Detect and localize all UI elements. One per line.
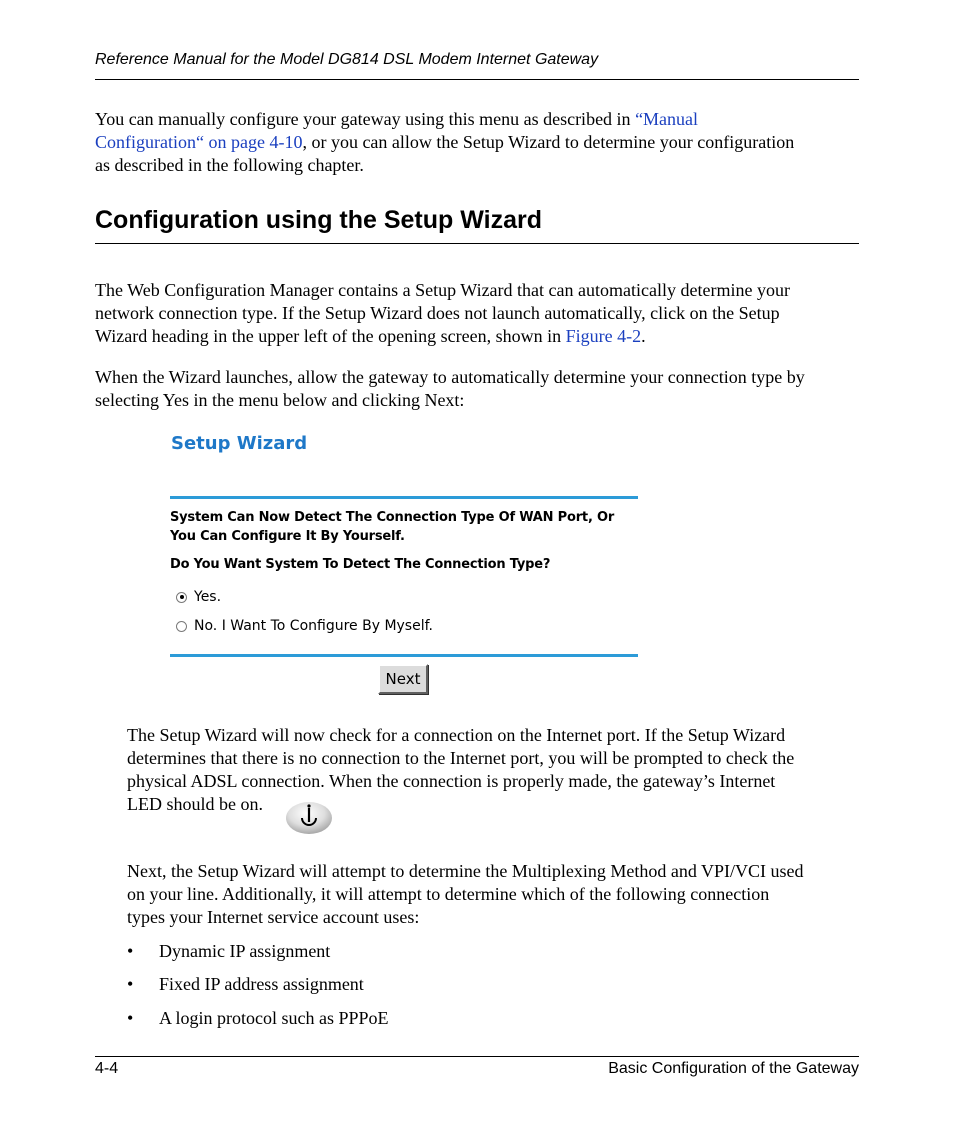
para1-period: . <box>641 326 646 346</box>
manual-configuration-link-part2[interactable]: Configuration“ on page 4-10 <box>95 132 303 152</box>
header-rule <box>95 79 859 80</box>
para3-line-3: physical ADSL connection. When the connection is properly made, the gateway’s Internet <box>127 771 776 791</box>
radio-yes[interactable] <box>176 592 187 603</box>
internet-led-icon <box>285 801 333 835</box>
intro-line-1 <box>95 108 865 131</box>
bullet-text: Fixed IP address assignment <box>159 974 364 994</box>
detect-question: Do You Want System To Detect The Connection Type? <box>170 557 551 572</box>
bullet-icon: • <box>127 1008 134 1028</box>
running-header: Reference Manual for the Model DG814 DSL Modem Internet Gateway <box>95 51 599 68</box>
bullet-icon: • <box>127 974 134 994</box>
intro-paragraph <box>95 108 865 177</box>
option-yes-label: Yes. <box>194 589 222 605</box>
section-heading: Configuration using the Setup Wizard <box>95 206 542 234</box>
wizard-launch-paragraph <box>95 366 865 412</box>
para1-line-1: The Web Configuration Manager contains a Setup Wizard that can automatically determine your <box>95 280 790 300</box>
footer-rule <box>95 1056 859 1057</box>
para4-line-2: on your line. Additionally, it will attempt to determine which of the following connection <box>127 884 770 904</box>
para4-line-3: types your Internet service account uses: <box>127 907 420 927</box>
setup-wizard-screenshot <box>170 428 640 700</box>
next-button[interactable]: Next <box>378 664 428 694</box>
heading-rule <box>95 243 859 244</box>
bullet-text: A login protocol such as PPPoE <box>159 1008 389 1028</box>
intro-line-3: as described in the following chapter. <box>95 155 364 175</box>
para3-line-4: LED should be on. <box>127 794 263 814</box>
connection-check-paragraph <box>127 724 867 816</box>
wizard-top-divider <box>170 496 638 499</box>
detect-line-2: You Can Configure It By Yourself. <box>170 529 405 544</box>
multiplexing-paragraph <box>127 860 867 929</box>
chapter-title: Basic Configuration of the Gateway <box>608 1060 859 1077</box>
bullet-icon: • <box>127 941 134 961</box>
bullet-text: Dynamic IP assignment <box>159 941 331 961</box>
intro-text: You can manually configure your gateway using this menu as described in <box>95 109 636 129</box>
para1-line3-text: Wizard heading in the upper left of the opening screen, shown in <box>95 326 566 346</box>
wizard-intro-paragraph <box>95 279 865 348</box>
para4-line-1: Next, the Setup Wizard will attempt to determine the Multiplexing Method and VPI/VCI used <box>127 861 804 881</box>
para3-line-1: The Setup Wizard will now check for a connection on the Internet port. If the Setup Wizard <box>127 725 786 745</box>
detect-description <box>170 508 614 546</box>
para2-line-1: When the Wizard launches, allow the gateway to automatically determine your connection type by <box>95 367 805 387</box>
option-no[interactable] <box>176 618 433 634</box>
detect-line-1: System Can Now Detect The Connection Type Of WAN Port, Or <box>170 510 615 525</box>
figure-4-2-link[interactable]: Figure 4-2 <box>565 326 642 346</box>
para1-line-3 <box>95 325 865 348</box>
intro-line-2 <box>95 131 865 154</box>
option-no-label: No. I Want To Configure By Myself. <box>194 618 433 634</box>
para1-line-2: network connection type. If the Setup Wizard does not launch automatically, click on the Setup <box>95 303 780 323</box>
page-number: 4-4 <box>95 1060 119 1077</box>
intro-text-after: , or you can allow the Setup Wizard to determine your configuration <box>302 132 795 152</box>
radio-no[interactable] <box>176 621 187 632</box>
option-yes[interactable] <box>176 589 221 605</box>
wizard-bottom-divider <box>170 654 638 657</box>
para2-line-2: selecting Yes in the menu below and clicking Next: <box>95 390 465 410</box>
para3-line-2: determines that there is no connection to the Internet port, you will be prompted to check the <box>127 748 795 768</box>
setup-wizard-title[interactable]: Setup Wizard <box>171 433 308 454</box>
manual-configuration-link-part1[interactable]: “Manual <box>635 109 699 129</box>
